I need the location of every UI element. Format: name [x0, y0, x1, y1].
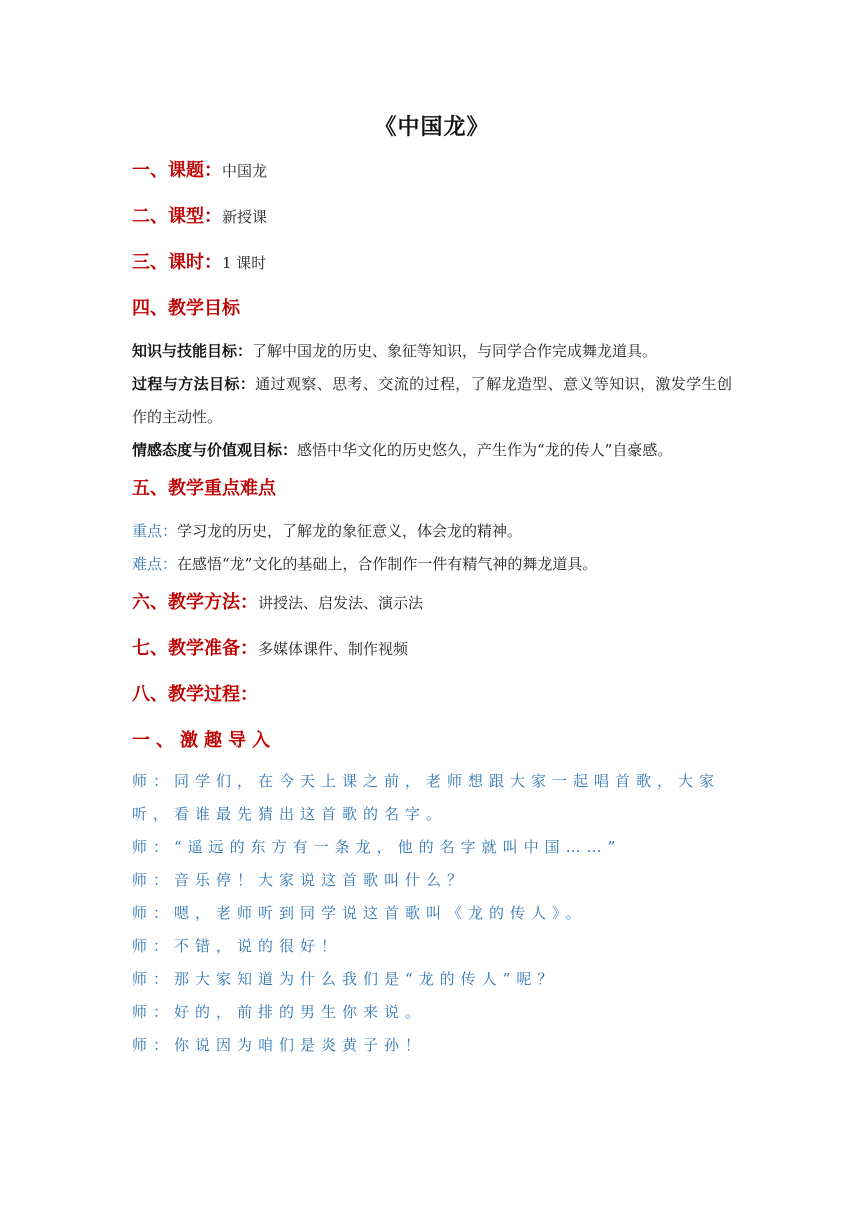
- methods-line: [132, 591, 732, 615]
- emotion-goal: [132, 434, 732, 467]
- key-points-heading: 五、教学重点难点: [132, 478, 276, 499]
- dialog-line: 师：嗯，老师听到同学说这首歌叫《龙的传人》。: [132, 904, 587, 922]
- process-goal-label: 过程与方法目标：: [132, 375, 256, 393]
- dialog-line: 师：你说因为咱们是炎黄子孙！: [132, 1036, 427, 1054]
- knowledge-goal: [132, 335, 732, 368]
- dialog-line: 师：同学们，在今天上课之前，老师想跟大家一起唱首歌，大家听，看谁最先猜出这首歌的名字。: [132, 772, 721, 823]
- knowledge-goal-text: 了解中国龙的历史、象征等知识，与同学合作完成舞龙道具。: [252, 342, 658, 360]
- focus-text: 学习龙的历史，了解龙的象征意义，体会龙的精神。: [177, 522, 523, 540]
- topic-label: 一、课题：: [132, 160, 222, 181]
- lesson-type-label: 二、课型：: [132, 206, 222, 227]
- goals-heading: 四、教学目标: [132, 298, 240, 319]
- preparation-value: 多媒体课件、制作视频: [258, 640, 409, 658]
- methods-label: 六、教学方法：: [132, 592, 258, 613]
- difficulty-label: 难点：: [132, 555, 178, 573]
- lesson-type-line: [132, 205, 732, 229]
- emotion-goal-label: 情感态度与价值观目标：: [132, 441, 298, 459]
- class-hours-value: 1 课时: [222, 254, 267, 272]
- focus-point: [132, 515, 732, 548]
- process-goal: [132, 368, 732, 434]
- process-heading: 八、教学过程：: [132, 684, 258, 705]
- methods-value: 讲授法、启发法、演示法: [258, 594, 424, 612]
- intro-heading: 一、激趣导入: [132, 730, 276, 751]
- class-hours-line: [132, 251, 732, 275]
- difficulty-text: 在感悟“龙”文化的基础上，合作制作一件有精气神的舞龙道具。: [177, 555, 598, 573]
- process-goal-text: 通过观察、思考、交流的过程，了解龙造型、意义等知识，激发学生创作的主动性。: [132, 375, 732, 426]
- focus-label: 重点：: [132, 522, 178, 540]
- dialog-line: 师：那大家知道为什么我们是“龙的传人”呢？: [132, 970, 559, 988]
- dialog-line: 师：好的，前排的男生你来说。: [132, 1003, 427, 1021]
- emotion-goal-text: 感悟中华文化的历史悠久，产生作为“龙的传人”自豪感。: [297, 441, 673, 459]
- dialog-line: 师：“遥远的东方有一条龙，他的名字就叫中国……”: [132, 838, 622, 856]
- dialog-line: 师：不错，说的很好！: [132, 937, 343, 955]
- document-page: [132, 110, 732, 1062]
- class-hours-label: 三、课时：: [132, 252, 222, 273]
- topic-value: 中国龙: [222, 162, 268, 180]
- preparation-line: [132, 637, 732, 661]
- topic-line: [132, 159, 732, 183]
- knowledge-goal-label: 知识与技能目标：: [132, 342, 253, 360]
- document-title: 《中国龙》: [374, 114, 490, 140]
- dialog-line: 师：音乐停！大家说这首歌叫什么？: [132, 871, 469, 889]
- preparation-label: 七、教学准备：: [132, 638, 258, 659]
- difficulty-point: [132, 548, 732, 581]
- lesson-type-value: 新授课: [222, 208, 268, 226]
